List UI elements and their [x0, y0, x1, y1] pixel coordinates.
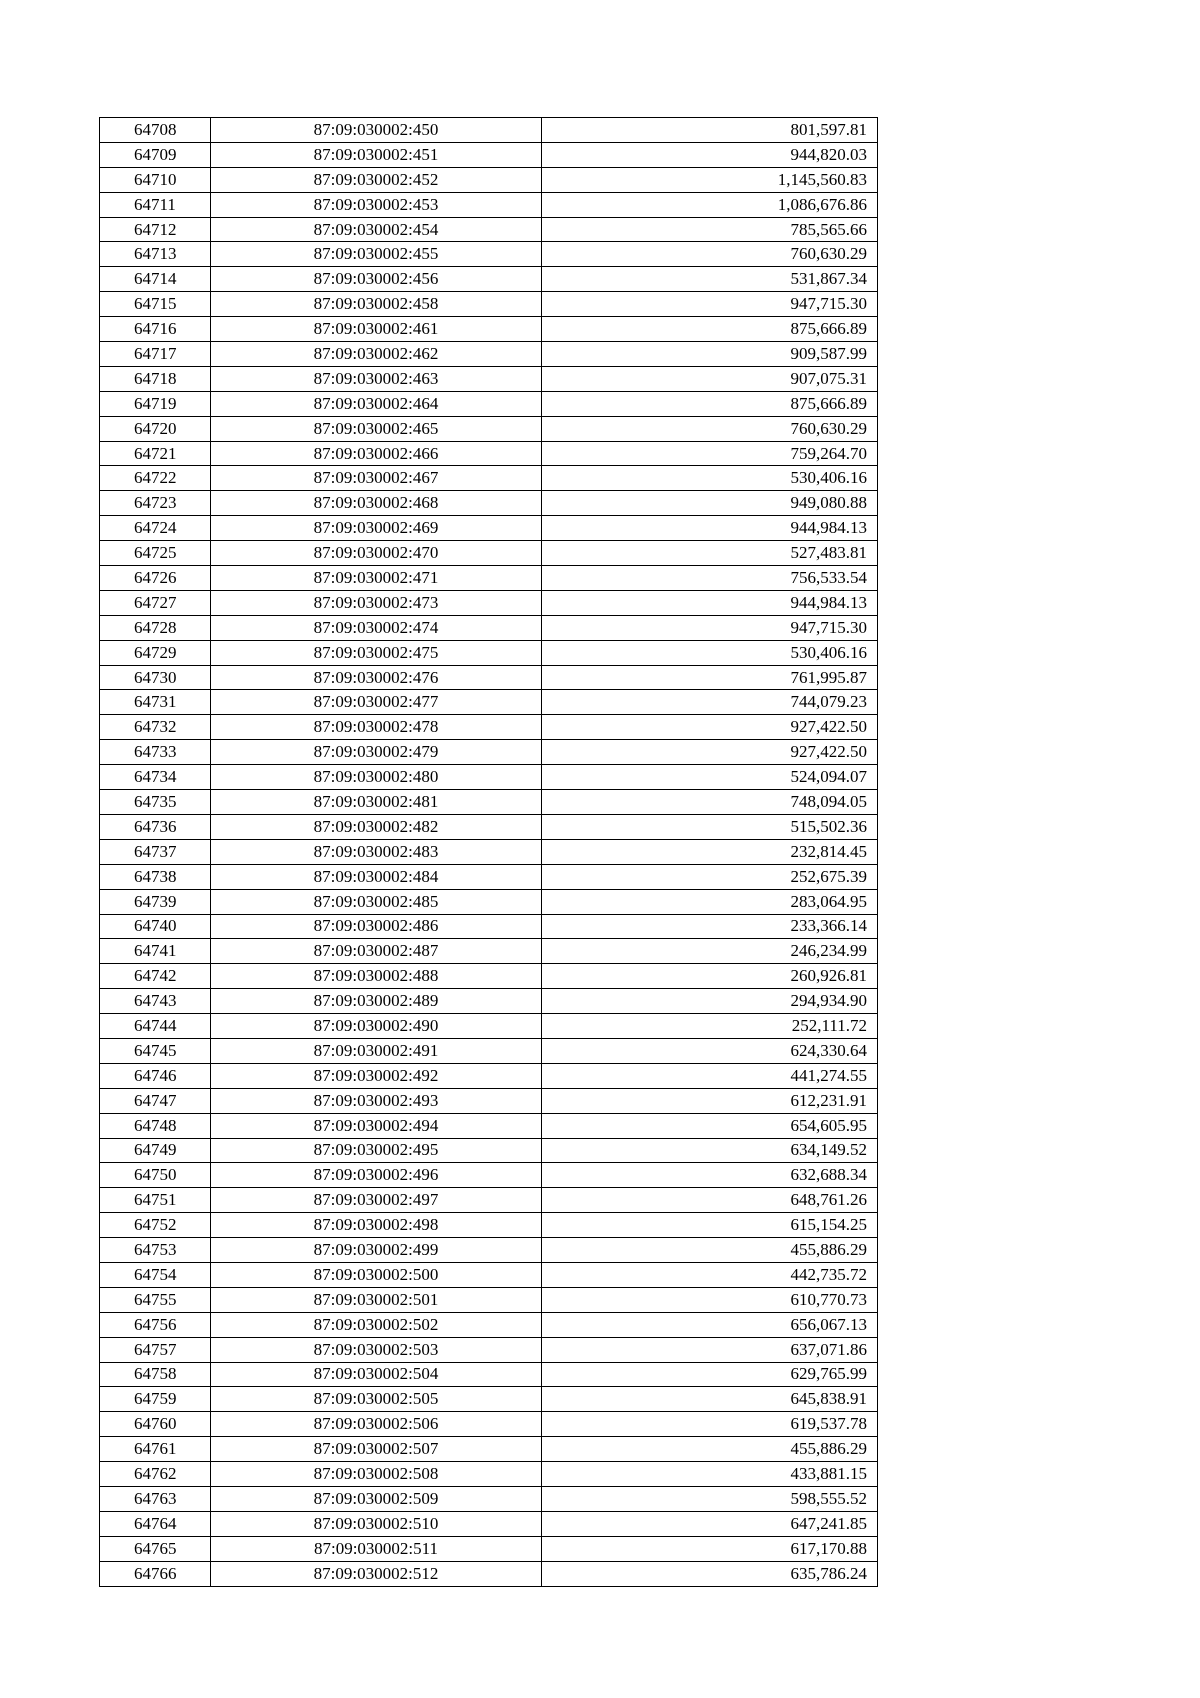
cadastral-value-cell: 294,934.90	[542, 989, 878, 1014]
row-number-cell: 64712	[100, 217, 211, 242]
cadastral-value-cell: 637,071.86	[542, 1337, 878, 1362]
row-number-cell: 64761	[100, 1437, 211, 1462]
table-row	[100, 1113, 878, 1138]
cadastral-number-cell: 87:09:030002:450	[211, 118, 542, 143]
row-number-cell: 64728	[100, 615, 211, 640]
row-number-cell: 64717	[100, 342, 211, 367]
cadastral-number-cell: 87:09:030002:491	[211, 1038, 542, 1063]
cadastral-number-cell: 87:09:030002:470	[211, 541, 542, 566]
cadastral-value-cell: 761,995.87	[542, 665, 878, 690]
row-number-cell: 64723	[100, 491, 211, 516]
cadastral-number-cell: 87:09:030002:453	[211, 192, 542, 217]
cadastral-number-cell: 87:09:030002:510	[211, 1511, 542, 1536]
cadastral-value-cell: 760,630.29	[542, 416, 878, 441]
row-number-cell: 64724	[100, 516, 211, 541]
cadastral-number-cell: 87:09:030002:461	[211, 317, 542, 342]
cadastral-value-cell: 455,886.29	[542, 1437, 878, 1462]
cadastral-number-cell: 87:09:030002:490	[211, 1014, 542, 1039]
cadastral-number-cell: 87:09:030002:509	[211, 1486, 542, 1511]
cadastral-number-cell: 87:09:030002:499	[211, 1238, 542, 1263]
cadastral-number-cell: 87:09:030002:498	[211, 1213, 542, 1238]
cadastral-number-cell: 87:09:030002:473	[211, 590, 542, 615]
cadastral-value-cell: 246,234.99	[542, 939, 878, 964]
row-number-cell: 64763	[100, 1486, 211, 1511]
cadastral-number-cell: 87:09:030002:493	[211, 1088, 542, 1113]
cadastral-value-cell: 949,080.88	[542, 491, 878, 516]
table-row	[100, 939, 878, 964]
cadastral-value-cell: 759,264.70	[542, 441, 878, 466]
table-row	[100, 466, 878, 491]
cadastral-value-cell: 634,149.52	[542, 1138, 878, 1163]
cadastral-number-cell: 87:09:030002:489	[211, 989, 542, 1014]
cadastral-number-cell: 87:09:030002:481	[211, 790, 542, 815]
cadastral-number-cell: 87:09:030002:484	[211, 864, 542, 889]
row-number-cell: 64719	[100, 391, 211, 416]
cadastral-value-cell: 433,881.15	[542, 1462, 878, 1487]
row-number-cell: 64752	[100, 1213, 211, 1238]
cadastral-value-cell: 598,555.52	[542, 1486, 878, 1511]
cadastral-number-cell: 87:09:030002:482	[211, 814, 542, 839]
row-number-cell: 64742	[100, 964, 211, 989]
table-row	[100, 317, 878, 342]
table-row	[100, 366, 878, 391]
cadastral-number-cell: 87:09:030002:506	[211, 1412, 542, 1437]
row-number-cell: 64715	[100, 292, 211, 317]
cadastral-number-cell: 87:09:030002:468	[211, 491, 542, 516]
table-row	[100, 342, 878, 367]
cadastral-value-cell: 760,630.29	[542, 242, 878, 267]
cadastral-value-cell: 617,170.88	[542, 1536, 878, 1561]
table-row	[100, 1511, 878, 1536]
cadastre-value-table	[99, 117, 878, 1587]
row-number-cell: 64746	[100, 1063, 211, 1088]
row-number-cell: 64738	[100, 864, 211, 889]
table-row	[100, 839, 878, 864]
cadastral-number-cell: 87:09:030002:501	[211, 1287, 542, 1312]
row-number-cell: 64722	[100, 466, 211, 491]
table-row	[100, 989, 878, 1014]
cadastral-number-cell: 87:09:030002:494	[211, 1113, 542, 1138]
cadastral-number-cell: 87:09:030002:466	[211, 441, 542, 466]
table-row	[100, 217, 878, 242]
cadastral-number-cell: 87:09:030002:451	[211, 142, 542, 167]
table-row	[100, 765, 878, 790]
cadastral-value-cell: 283,064.95	[542, 889, 878, 914]
row-number-cell: 64732	[100, 715, 211, 740]
row-number-cell: 64760	[100, 1412, 211, 1437]
cadastral-value-cell: 927,422.50	[542, 740, 878, 765]
cadastral-number-cell: 87:09:030002:458	[211, 292, 542, 317]
cadastral-value-cell: 610,770.73	[542, 1287, 878, 1312]
cadastral-number-cell: 87:09:030002:507	[211, 1437, 542, 1462]
cadastral-value-cell: 947,715.30	[542, 292, 878, 317]
cadastral-number-cell: 87:09:030002:488	[211, 964, 542, 989]
table-row	[100, 1536, 878, 1561]
cadastral-number-cell: 87:09:030002:497	[211, 1188, 542, 1213]
row-number-cell: 64741	[100, 939, 211, 964]
row-number-cell: 64716	[100, 317, 211, 342]
table-row	[100, 541, 878, 566]
cadastral-number-cell: 87:09:030002:454	[211, 217, 542, 242]
table-row	[100, 118, 878, 143]
cadastral-number-cell: 87:09:030002:511	[211, 1536, 542, 1561]
cadastral-value-cell: 1,086,676.86	[542, 192, 878, 217]
cadastral-value-cell: 252,111.72	[542, 1014, 878, 1039]
row-number-cell: 64735	[100, 790, 211, 815]
table-row	[100, 1063, 878, 1088]
cadastral-value-cell: 645,838.91	[542, 1387, 878, 1412]
row-number-cell: 64749	[100, 1138, 211, 1163]
row-number-cell: 64744	[100, 1014, 211, 1039]
row-number-cell: 64718	[100, 366, 211, 391]
row-number-cell: 64766	[100, 1561, 211, 1586]
row-number-cell: 64726	[100, 566, 211, 591]
table-row	[100, 814, 878, 839]
row-number-cell: 64730	[100, 665, 211, 690]
cadastral-value-cell: 944,984.13	[542, 516, 878, 541]
row-number-cell: 64754	[100, 1262, 211, 1287]
cadastral-number-cell: 87:09:030002:478	[211, 715, 542, 740]
cadastral-value-cell: 947,715.30	[542, 615, 878, 640]
cadastral-value-cell: 615,154.25	[542, 1213, 878, 1238]
cadastral-value-cell: 527,483.81	[542, 541, 878, 566]
cadastral-number-cell: 87:09:030002:487	[211, 939, 542, 964]
table-row	[100, 715, 878, 740]
cadastral-value-cell: 441,274.55	[542, 1063, 878, 1088]
table-row	[100, 267, 878, 292]
cadastral-value-cell: 875,666.89	[542, 391, 878, 416]
row-number-cell: 64755	[100, 1287, 211, 1312]
cadastral-value-cell: 648,761.26	[542, 1188, 878, 1213]
table-row	[100, 740, 878, 765]
cadastral-number-cell: 87:09:030002:469	[211, 516, 542, 541]
table-row	[100, 1188, 878, 1213]
cadastral-number-cell: 87:09:030002:471	[211, 566, 542, 591]
row-number-cell: 64756	[100, 1312, 211, 1337]
table-row	[100, 566, 878, 591]
table-row	[100, 1163, 878, 1188]
cadastral-value-cell: 647,241.85	[542, 1511, 878, 1536]
table-row	[100, 142, 878, 167]
cadastral-number-cell: 87:09:030002:467	[211, 466, 542, 491]
table-row	[100, 192, 878, 217]
row-number-cell: 64708	[100, 118, 211, 143]
row-number-cell: 64740	[100, 914, 211, 939]
cadastral-number-cell: 87:09:030002:486	[211, 914, 542, 939]
cadastral-value-cell: 785,565.66	[542, 217, 878, 242]
cadastral-value-cell: 1,145,560.83	[542, 167, 878, 192]
cadastral-number-cell: 87:09:030002:503	[211, 1337, 542, 1362]
cadastral-value-cell: 629,765.99	[542, 1362, 878, 1387]
cadastral-value-cell: 233,366.14	[542, 914, 878, 939]
table-row	[100, 665, 878, 690]
cadastral-value-cell: 656,067.13	[542, 1312, 878, 1337]
cadastral-number-cell: 87:09:030002:455	[211, 242, 542, 267]
cadastral-number-cell: 87:09:030002:495	[211, 1138, 542, 1163]
table-row	[100, 441, 878, 466]
table-row	[100, 1561, 878, 1586]
row-number-cell: 64759	[100, 1387, 211, 1412]
row-number-cell: 64753	[100, 1238, 211, 1263]
table-row	[100, 690, 878, 715]
table-row	[100, 416, 878, 441]
cadastral-number-cell: 87:09:030002:477	[211, 690, 542, 715]
row-number-cell: 64731	[100, 690, 211, 715]
row-number-cell: 64737	[100, 839, 211, 864]
cadastral-number-cell: 87:09:030002:476	[211, 665, 542, 690]
row-number-cell: 64720	[100, 416, 211, 441]
cadastral-number-cell: 87:09:030002:502	[211, 1312, 542, 1337]
table-row	[100, 242, 878, 267]
row-number-cell: 64721	[100, 441, 211, 466]
cadastral-number-cell: 87:09:030002:505	[211, 1387, 542, 1412]
cadastral-value-cell: 944,984.13	[542, 590, 878, 615]
table-row	[100, 889, 878, 914]
cadastral-value-cell: 530,406.16	[542, 640, 878, 665]
cadastral-value-cell: 801,597.81	[542, 118, 878, 143]
table-row	[100, 790, 878, 815]
table-row	[100, 1088, 878, 1113]
row-number-cell: 64748	[100, 1113, 211, 1138]
row-number-cell: 64711	[100, 192, 211, 217]
cadastral-number-cell: 87:09:030002:463	[211, 366, 542, 391]
cadastral-value-cell: 260,926.81	[542, 964, 878, 989]
table-row	[100, 491, 878, 516]
row-number-cell: 64710	[100, 167, 211, 192]
cadastral-value-cell: 619,537.78	[542, 1412, 878, 1437]
cadastral-number-cell: 87:09:030002:496	[211, 1163, 542, 1188]
table-row	[100, 590, 878, 615]
table-body	[100, 118, 878, 1587]
row-number-cell: 64725	[100, 541, 211, 566]
cadastral-value-cell: 927,422.50	[542, 715, 878, 740]
table-row	[100, 516, 878, 541]
cadastral-number-cell: 87:09:030002:456	[211, 267, 542, 292]
cadastral-value-cell: 252,675.39	[542, 864, 878, 889]
table-row	[100, 1014, 878, 1039]
table-row	[100, 167, 878, 192]
row-number-cell: 64765	[100, 1536, 211, 1561]
cadastral-value-cell: 232,814.45	[542, 839, 878, 864]
table-row	[100, 1312, 878, 1337]
table-row	[100, 1262, 878, 1287]
row-number-cell: 64709	[100, 142, 211, 167]
row-number-cell: 64714	[100, 267, 211, 292]
cadastral-value-cell: 455,886.29	[542, 1238, 878, 1263]
cadastral-value-cell: 907,075.31	[542, 366, 878, 391]
cadastral-value-cell: 612,231.91	[542, 1088, 878, 1113]
row-number-cell: 64762	[100, 1462, 211, 1487]
cadastral-number-cell: 87:09:030002:492	[211, 1063, 542, 1088]
row-number-cell: 64727	[100, 590, 211, 615]
table-row	[100, 1138, 878, 1163]
row-number-cell: 64745	[100, 1038, 211, 1063]
cadastral-number-cell: 87:09:030002:475	[211, 640, 542, 665]
cadastral-value-cell: 944,820.03	[542, 142, 878, 167]
cadastral-number-cell: 87:09:030002:480	[211, 765, 542, 790]
row-number-cell: 64757	[100, 1337, 211, 1362]
row-number-cell: 64743	[100, 989, 211, 1014]
cadastral-number-cell: 87:09:030002:485	[211, 889, 542, 914]
cadastral-number-cell: 87:09:030002:508	[211, 1462, 542, 1487]
cadastral-value-cell: 531,867.34	[542, 267, 878, 292]
table-row	[100, 1038, 878, 1063]
table-row	[100, 1437, 878, 1462]
row-number-cell: 64739	[100, 889, 211, 914]
row-number-cell: 64751	[100, 1188, 211, 1213]
table-row	[100, 1387, 878, 1412]
cadastral-number-cell: 87:09:030002:504	[211, 1362, 542, 1387]
cadastral-value-cell: 624,330.64	[542, 1038, 878, 1063]
cadastral-value-cell: 530,406.16	[542, 466, 878, 491]
cadastral-value-cell: 909,587.99	[542, 342, 878, 367]
cadastral-number-cell: 87:09:030002:479	[211, 740, 542, 765]
row-number-cell: 64764	[100, 1511, 211, 1536]
table-row	[100, 1287, 878, 1312]
cadastral-number-cell: 87:09:030002:474	[211, 615, 542, 640]
cadastral-number-cell: 87:09:030002:462	[211, 342, 542, 367]
table-row	[100, 964, 878, 989]
table-row	[100, 615, 878, 640]
table-row	[100, 1412, 878, 1437]
row-number-cell: 64758	[100, 1362, 211, 1387]
table-row	[100, 292, 878, 317]
table-row	[100, 1213, 878, 1238]
cadastral-number-cell: 87:09:030002:483	[211, 839, 542, 864]
cadastral-value-cell: 654,605.95	[542, 1113, 878, 1138]
cadastral-value-cell: 524,094.07	[542, 765, 878, 790]
cadastral-value-cell: 635,786.24	[542, 1561, 878, 1586]
row-number-cell: 64713	[100, 242, 211, 267]
table-row	[100, 1362, 878, 1387]
table-row	[100, 1238, 878, 1263]
row-number-cell: 64750	[100, 1163, 211, 1188]
cadastral-number-cell: 87:09:030002:464	[211, 391, 542, 416]
table-row	[100, 1337, 878, 1362]
row-number-cell: 64729	[100, 640, 211, 665]
table-row	[100, 864, 878, 889]
table-row	[100, 391, 878, 416]
cadastral-value-cell: 744,079.23	[542, 690, 878, 715]
row-number-cell: 64736	[100, 814, 211, 839]
cadastral-value-cell: 756,533.54	[542, 566, 878, 591]
row-number-cell: 64733	[100, 740, 211, 765]
table-row	[100, 1486, 878, 1511]
cadastral-value-cell: 515,502.36	[542, 814, 878, 839]
table-row	[100, 1462, 878, 1487]
cadastral-value-cell: 875,666.89	[542, 317, 878, 342]
row-number-cell: 64734	[100, 765, 211, 790]
cadastral-number-cell: 87:09:030002:500	[211, 1262, 542, 1287]
cadastral-number-cell: 87:09:030002:465	[211, 416, 542, 441]
cadastral-value-cell: 442,735.72	[542, 1262, 878, 1287]
cadastral-value-cell: 632,688.34	[542, 1163, 878, 1188]
cadastral-value-cell: 748,094.05	[542, 790, 878, 815]
row-number-cell: 64747	[100, 1088, 211, 1113]
table-row	[100, 914, 878, 939]
table-row	[100, 640, 878, 665]
cadastral-number-cell: 87:09:030002:452	[211, 167, 542, 192]
cadastral-number-cell: 87:09:030002:512	[211, 1561, 542, 1586]
